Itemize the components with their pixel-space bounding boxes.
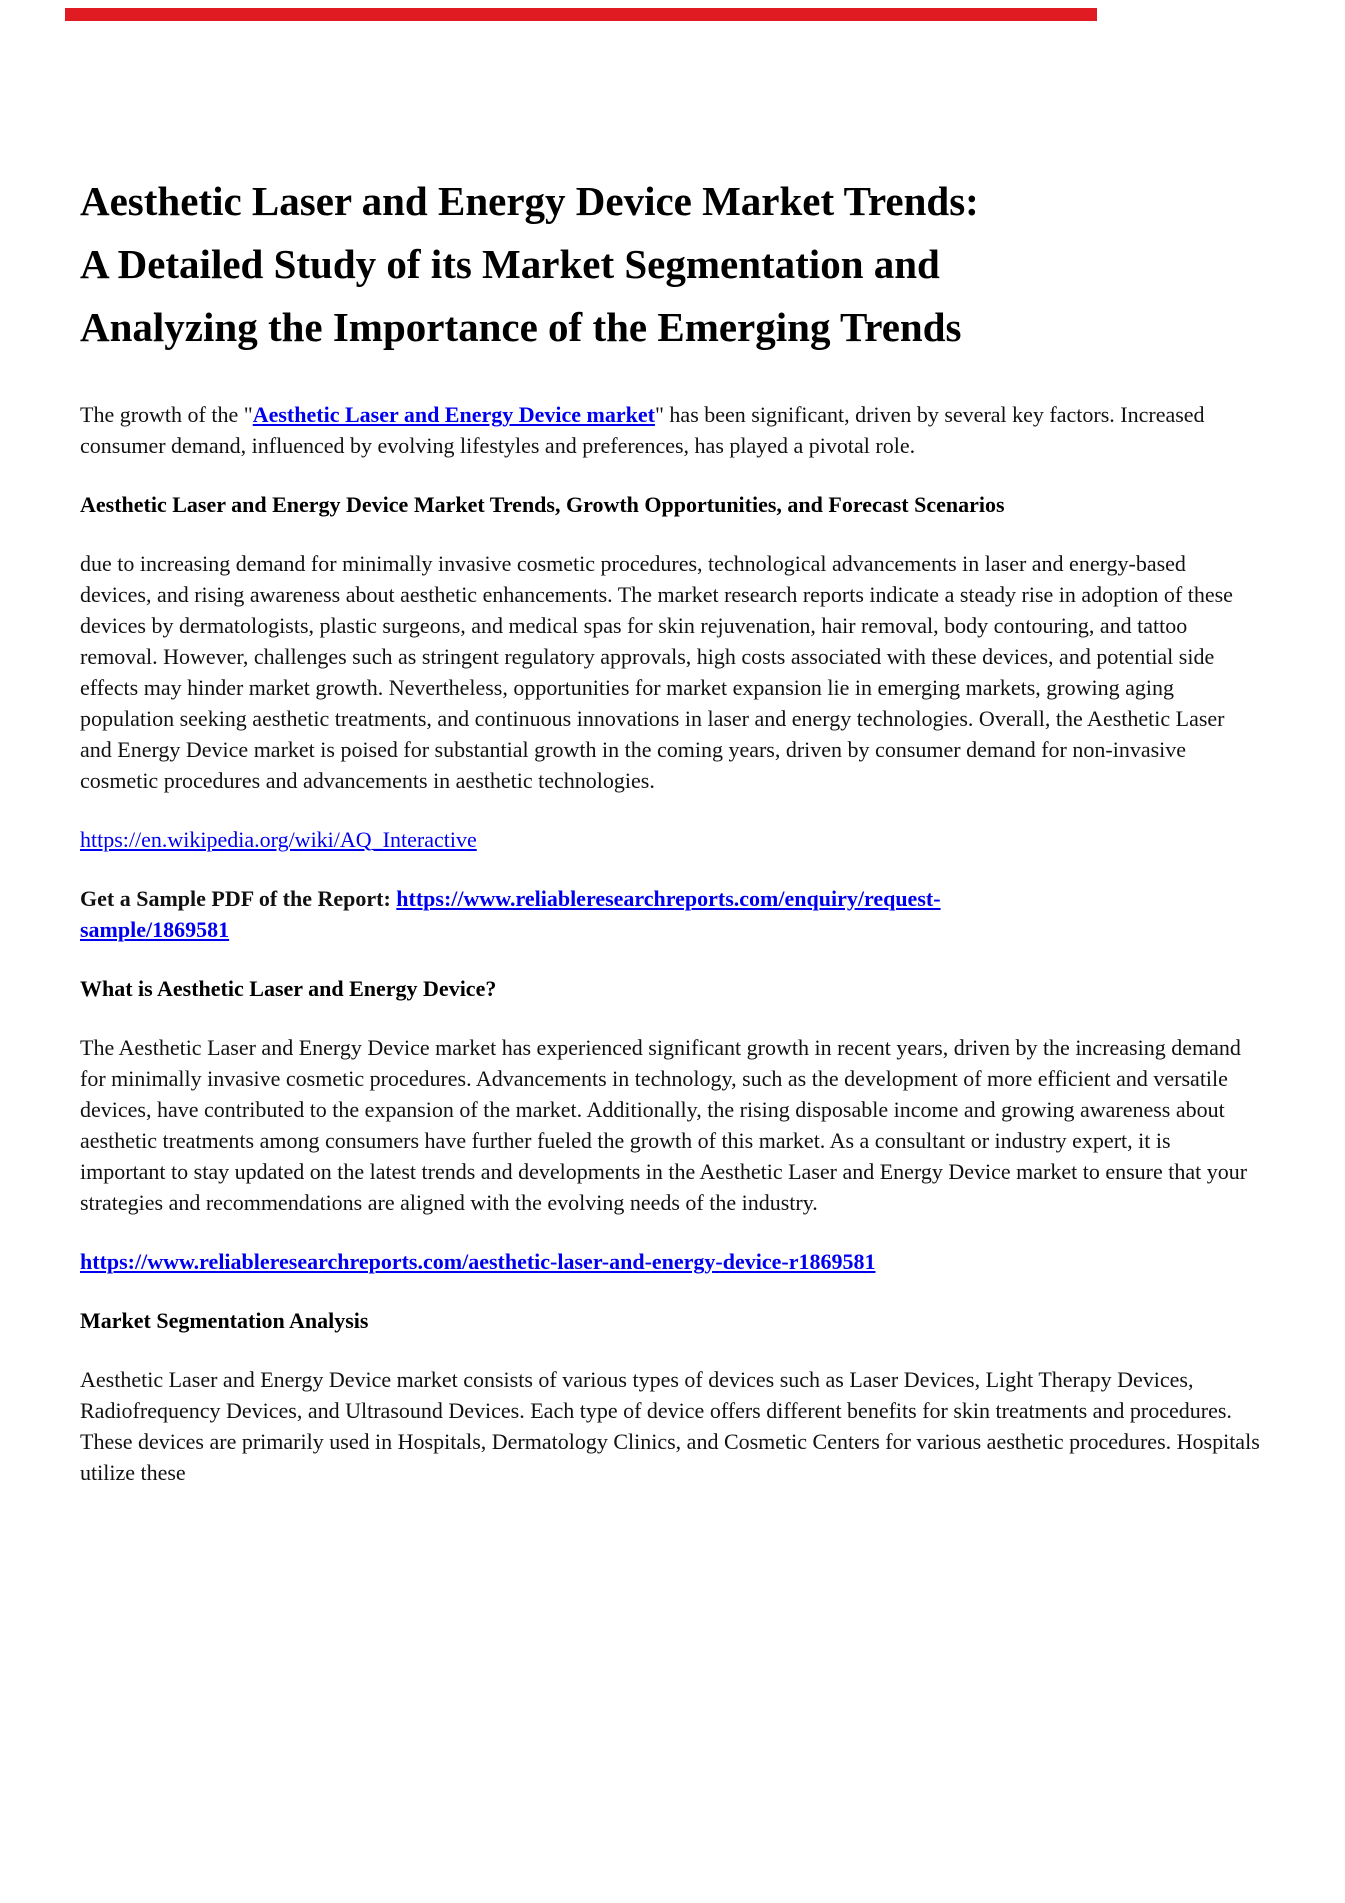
intro-text-before-link: The growth of the " bbox=[80, 402, 253, 427]
sample-pdf-paragraph bbox=[80, 883, 1020, 945]
report-link-paragraph bbox=[80, 1246, 1261, 1277]
paragraph-market-segmentation: Aesthetic Laser and Energy Device market consists of various types of devices such as Laser Devices, Light Therapy Devices, Radiofrequency Devices, and Ultrasound Devices. Each type of device offers different benefits for skin treatments and procedures. These devices are primarily used in Hospitals, Dermatology Clinics, and Cosmetic Centers for various aesthetic procedures. Hospitals utilize these bbox=[80, 1367, 1260, 1485]
heading-market-segmentation: Market Segmentation Analysis bbox=[80, 1308, 369, 1333]
request-sample-link[interactable]: https://www.reliableresearchreports.com/enquiry/request-sample/1869581 bbox=[80, 886, 941, 942]
paragraph-what-is: The Aesthetic Laser and Energy Device market has experienced significant growth in recent years, driven by the increasing demand for minimally invasive cosmetic procedures. Advancements in technology, such as the development of more efficient and versatile devices, have contributed to the expansion of the market. Additionally, the rising disposable income and growing awareness about aesthetic treatments among consumers have further fueled the growth of this market. As a consultant or industry expert, it is important to stay updated on the latest trends and developments in the Aesthetic Laser and Energy Device market to ensure that your strategies and recommendations are aligned with the evolving needs of the industry. bbox=[80, 1035, 1248, 1215]
heading-market-trends: Aesthetic Laser and Energy Device Market Trends, Growth Opportunities, and Forecast Scenarios bbox=[80, 492, 1005, 517]
paragraph-market-trends: due to increasing demand for minimally invasive cosmetic procedures, technological advancements in laser and energy-based devices, and rising awareness about aesthetic enhancements. The market research reports indicate a steady rise in adoption of these devices by dermatologists, plastic surgeons, and medical spas for skin rejuvenation, hair removal, body contouring, and tattoo removal. However, challenges such as stringent regulatory approvals, high costs associated with these devices, and potential side effects may hinder market growth. Nevertheless, opportunities for market expansion lie in emerging markets, growing aging population seeking aesthetic treatments, and continuous innovations in laser and energy technologies. Overall, the Aesthetic Laser and Energy Device market is poised for substantial growth in the coming years, driven by consumer demand for non-invasive cosmetic procedures and advancements in aesthetic technologies. bbox=[80, 551, 1233, 793]
wikipedia-link[interactable]: https://en.wikipedia.org/wiki/AQ_Interactive bbox=[80, 827, 477, 852]
wiki-link-paragraph bbox=[80, 824, 1261, 855]
intro-text-after-link: " has been significant, driven by several key factors. Increased consumer demand, influenced by evolving lifestyles and preferences, has played a pivotal role. bbox=[80, 402, 1205, 458]
full-report-link[interactable]: https://www.reliableresearchreports.com/aesthetic-laser-and-energy-device-r1869581 bbox=[80, 1249, 876, 1274]
sample-pdf-label: Get a Sample PDF of the Report: bbox=[80, 886, 397, 911]
intro-paragraph bbox=[80, 399, 1261, 461]
market-report-link[interactable]: Aesthetic Laser and Energy Device market bbox=[252, 402, 655, 427]
article-content bbox=[80, 0, 1261, 1516]
page-title: Aesthetic Laser and Energy Device Market Trends: A Detailed Study of its Market Segmentation and Analyzing the Importance of the Emerging Trends bbox=[80, 178, 979, 350]
heading-what-is: What is Aesthetic Laser and Energy Device? bbox=[80, 976, 497, 1001]
